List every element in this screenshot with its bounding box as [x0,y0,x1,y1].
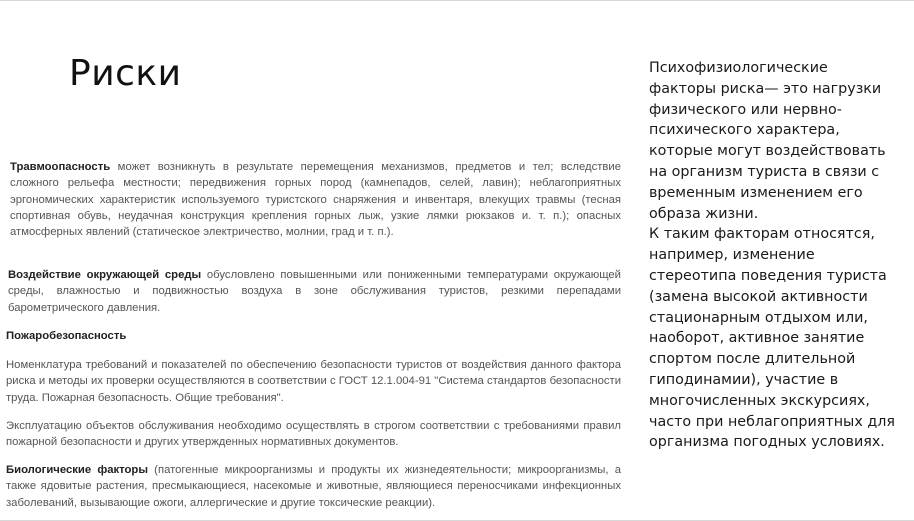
paragraph-gost: Номенклатура требований и показателей по обеспечению безопасности туристов от воздействия данного фактора риска и методы их проверки осуществляются в соответствии с ГОСТ 12.1.004-91 "Система стандартов безопасности труда. Пожарная безопасность. Общие требования". [6,359,621,404]
text-injury: может возникнуть в результате перемещения механизмов, предметов и тел; вследствие сложного рельефа местности; передвижения горных пород (камнепадов, селей, лавин); неблагоприятных эргономических характеристик используемого туристского снаряжения и инвентаря, влекущих травмы (тесная спортивная обувь, неудачная конструкция крепления горных лыж, узкие лямки рюкзаков и. т. п.); опасных атмосферных явлений (статическое электричество, молнии, град и т. п.). [10,161,621,239]
text-environment: обусловлено повышенными или пониженными температурами окружающей среды, влажностью и подвижностью воздуха в зоне обслуживания туристов, резкими перепадами барометрического давления. [8,269,621,314]
heading-fire-safety [6,328,621,344]
paragraph-environment [8,267,621,316]
term-environment: Воздействие окружающей среды [8,269,202,281]
paragraph-operation: Эксплуатацию объектов обслуживания необходимо осуществлять в строгом соответствии с требованиями правил пожарной безопасности и других утвержденных нормативных документов. [6,420,621,449]
term-injury: Травмоопасность [10,161,111,173]
paragraph-injury [10,159,621,240]
psychophysiological-examples: К таким факторам относятся, например, изменение стереотипа поведения туриста (замена высокой активности стационарным отдыхом или, наоборот, активное занятие спортом после длительной гиподинамии), участие в многочисленных экскурсиях, часто при неблагоприятных для организма погодных условиях. [649,226,895,451]
right-text-block [649,58,899,453]
psychophysiological-definition: Психофизиологические факторы риска— это нагрузки физического или нервно-психического характера, которые могут воздействовать на организм туриста в связи с временным изменением его образа жизни. [649,60,886,222]
text-biological: (патогенные микроорганизмы и продукты их жизнедеятельности; микроорганизмы, а также ядовитые растения, пресмыкающиеся, насекомые и животные, являющиеся переносчиками инфекционных заболеваний, вызывающие ожоги, аллергические и другие токсические реакции). [6,464,621,509]
slide-title: Риски [69,53,182,94]
paragraph-biological [6,462,621,511]
term-biological: Биологические факторы [6,464,148,476]
term-fire-safety: Пожаробезопасность [6,330,127,342]
